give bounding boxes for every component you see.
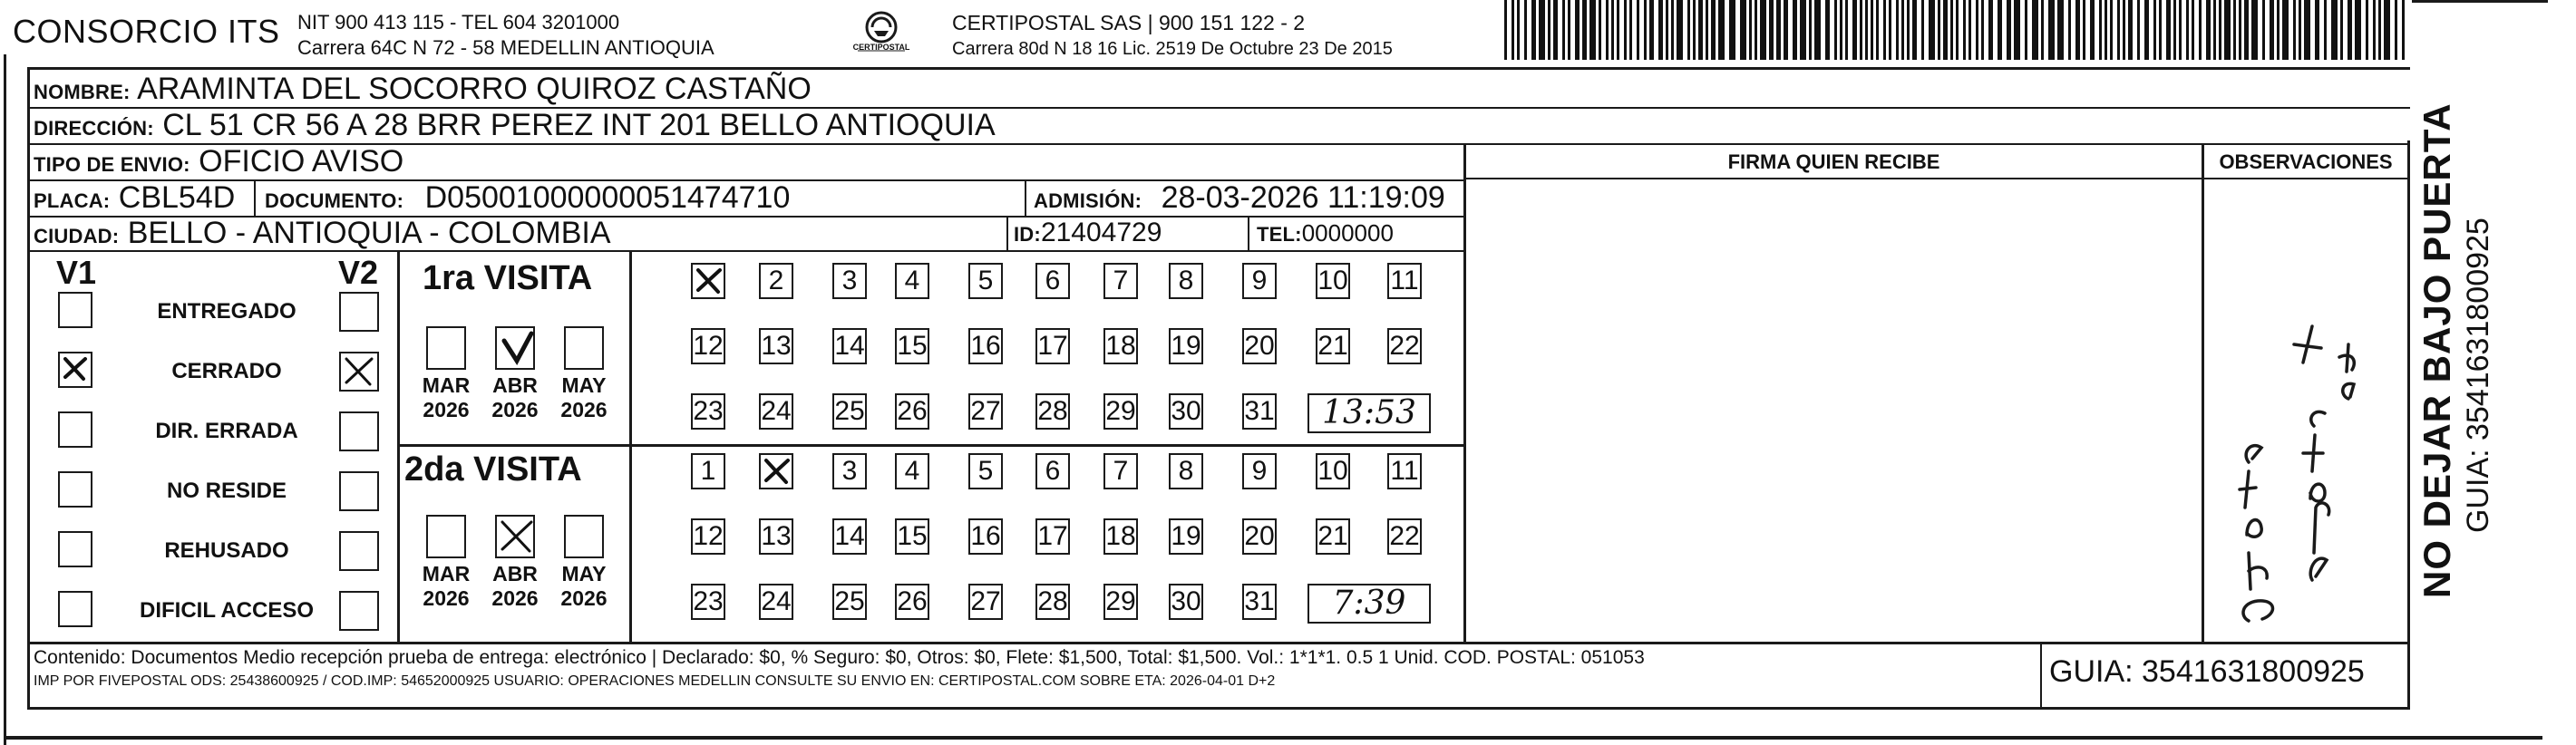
day-box[interactable]: 26 <box>895 584 929 620</box>
nombre-row <box>34 71 812 111</box>
barcode-bar <box>1956 0 1959 60</box>
status-label: REHUSADO <box>164 538 289 563</box>
barcode-bar <box>1687 0 1690 60</box>
v1-header: V1 <box>56 254 97 291</box>
day-box[interactable]: 21 <box>1316 328 1350 364</box>
barcode-bar <box>1644 0 1647 60</box>
barcode-bar <box>1677 0 1683 60</box>
month-label: MAR <box>422 562 471 585</box>
barcode-bar <box>1637 0 1639 60</box>
barcode-bar <box>2099 0 2102 60</box>
v1-checkbox[interactable] <box>58 292 92 328</box>
company-name: CONSORCIO ITS <box>13 13 280 50</box>
day-box[interactable]: 28 <box>1035 393 1070 430</box>
day-box[interactable]: 20 <box>1242 518 1277 555</box>
company-address: Carrera 64C N 72 - 58 MEDELLIN ANTIOQUIA <box>297 36 714 59</box>
day-box[interactable]: 22 <box>1387 328 1422 364</box>
day-box[interactable]: 8 <box>1169 453 1203 489</box>
barcode-bar <box>1889 0 1891 60</box>
day-box[interactable]: 5 <box>968 453 1003 489</box>
barcode-bar <box>1845 0 1848 60</box>
documento-label: DOCUMENTO: <box>265 189 404 212</box>
day-box[interactable]: 2 <box>759 263 793 299</box>
day-box[interactable]: 3 <box>832 263 867 299</box>
day-box[interactable]: 20 <box>1242 328 1277 364</box>
barcode-bar <box>2007 0 2011 60</box>
outer-left-edge <box>4 54 6 745</box>
day-box[interactable]: 29 <box>1103 584 1138 620</box>
barcode-bar <box>2159 0 2162 60</box>
barcode-bar <box>2293 0 2296 60</box>
month-label: ABR <box>492 562 538 585</box>
barcode-bar <box>1658 0 1663 60</box>
barcode-bar <box>1553 0 1558 60</box>
month-label: MAY <box>561 562 607 585</box>
barcode-bar <box>1943 0 1948 60</box>
frame-bottom <box>27 707 2410 710</box>
barcode-bar <box>1517 0 1520 60</box>
company-nit: NIT 900 413 115 - TEL 604 3201000 <box>297 11 620 34</box>
year-label: 2026 <box>423 586 470 610</box>
day-box[interactable]: 19 <box>1169 328 1203 364</box>
barcode-bar <box>2105 0 2107 60</box>
day-box[interactable]: 7 <box>1103 263 1138 299</box>
barcode-bar <box>1901 0 1904 60</box>
time-box: 13:53 <box>1307 393 1431 433</box>
barcode-bar <box>1825 0 1830 60</box>
barcode-bar <box>1740 0 1746 60</box>
status-label: NO RESIDE <box>166 479 287 503</box>
v2-checkbox[interactable] <box>339 352 379 392</box>
sep-id <box>1006 216 1008 250</box>
barcode-bar <box>1963 0 1966 60</box>
day-box[interactable]: 29 <box>1103 393 1138 430</box>
day-box[interactable]: 12 <box>691 518 725 555</box>
barcode-bar <box>2032 0 2038 60</box>
barcode-bar <box>1876 0 1879 60</box>
sep-observ <box>2202 143 2204 642</box>
barcode-bar <box>2153 0 2156 60</box>
year-label: 2026 <box>491 586 539 610</box>
day-box[interactable]: 3 <box>832 453 867 489</box>
barcode-bar <box>1871 0 1873 60</box>
placa-row <box>34 179 235 219</box>
barcode-bar <box>1718 0 1725 60</box>
sep-firma <box>1463 143 1466 642</box>
x-mark-icon <box>693 265 725 297</box>
status-label: CERRADO <box>171 359 282 383</box>
barcode-bar <box>1575 0 1580 60</box>
barcode-bar <box>2144 0 2149 60</box>
barcode-bar <box>2366 0 2368 60</box>
barcode-bar <box>2041 0 2044 60</box>
barcode-bar <box>1504 0 1507 60</box>
day-box[interactable]: 10 <box>1316 453 1350 489</box>
id-row <box>1014 215 1162 253</box>
status-label: DIR. ERRADA <box>155 419 298 443</box>
barcode <box>1501 0 2407 60</box>
barcode-bar <box>2384 0 2390 60</box>
barcode-bar <box>1896 0 1899 60</box>
barcode-bar <box>1793 0 1797 60</box>
day-box[interactable]: 15 <box>895 518 929 555</box>
v2-checkbox[interactable] <box>339 292 379 332</box>
barcode-bar <box>1865 0 1868 60</box>
barcode-bar <box>2090 0 2095 60</box>
logo-caption: CERTIPOSTAL <box>852 43 910 52</box>
barcode-bar <box>1784 0 1788 60</box>
day-box[interactable]: 18 <box>1103 518 1138 555</box>
barcode-bar <box>1698 0 1703 60</box>
barcode-bar <box>1883 0 1886 60</box>
direccion-label: DIRECCIÓN: <box>34 117 154 140</box>
day-box[interactable]: 11 <box>1387 453 1422 489</box>
id-label: ID: <box>1014 223 1041 246</box>
x-mark-icon <box>341 353 377 390</box>
barcode-bar <box>2282 0 2289 60</box>
barcode-bar <box>1814 0 1821 60</box>
day-box[interactable]: 14 <box>832 328 867 364</box>
x-mark-icon <box>60 353 91 384</box>
sep-admision <box>1025 179 1026 216</box>
day-box[interactable]: 10 <box>1316 263 1350 299</box>
documento-row <box>265 179 790 219</box>
v1-checkbox[interactable] <box>58 352 92 388</box>
day-box[interactable]: 7 <box>1103 453 1138 489</box>
id-value: 21404729 <box>1040 218 1162 247</box>
day-box[interactable]: 31 <box>1242 584 1277 620</box>
barcode-bar <box>1760 0 1766 60</box>
barcode-bar <box>2224 0 2231 60</box>
barcode-bar <box>2270 0 2274 60</box>
barcode-bar <box>2186 0 2189 60</box>
barcode-bar <box>1617 0 1619 60</box>
nombre-value: ARAMINTA DEL SOCORRO QUIROZ CASTAÑO <box>137 72 812 106</box>
sep-month-days <box>629 250 632 642</box>
month-label: MAR <box>422 373 471 397</box>
barcode-bar <box>1649 0 1654 60</box>
year-label: 2026 <box>560 586 608 610</box>
barcode-bar <box>2206 0 2211 60</box>
x-mark-icon <box>497 517 537 556</box>
month-checkbox[interactable] <box>495 326 535 370</box>
direccion-value: CL 51 CR 56 A 28 BRR PEREZ INT 201 BELLO ANTIOQUIA <box>162 108 996 142</box>
barcode-bar <box>2378 0 2381 60</box>
barcode-bar <box>1606 0 1609 60</box>
v2-checkbox[interactable] <box>339 591 379 631</box>
barcode-bar <box>2373 0 2376 60</box>
barcode-bar <box>1729 0 1735 60</box>
frame-top <box>27 67 2410 70</box>
month-label: ABR <box>492 373 538 397</box>
barcode-bar <box>1624 0 1627 60</box>
year-label: 2026 <box>491 398 539 421</box>
barcode-bar <box>2262 0 2265 60</box>
day-box[interactable]: 17 <box>1035 518 1070 555</box>
direccion-row <box>34 107 996 147</box>
barcode-bar <box>1599 0 1601 60</box>
barcode-bar <box>1929 0 1935 60</box>
placa-value: CBL54D <box>118 180 236 215</box>
sep-footer-guia <box>2040 642 2042 709</box>
v1-checkbox[interactable] <box>58 591 92 627</box>
certipostal-nit: CERTIPOSTAL SAS | 900 151 122 - 2 <box>952 11 1306 34</box>
documento-value: D05001000000051474710 <box>424 180 791 215</box>
x-mark-icon <box>761 455 793 488</box>
barcode-bar <box>2244 0 2249 60</box>
barcode-bar <box>1755 0 1757 60</box>
admision-label: ADMISIÓN: <box>1034 189 1142 212</box>
barcode-bar <box>2355 0 2361 60</box>
day-box[interactable]: 16 <box>968 328 1003 364</box>
barcode-bar <box>1589 0 1596 60</box>
barcode-bar <box>1666 0 1668 60</box>
footer-content: Contenido: Documentos Medio recepción prueba de entrega: electrónico | Declarado: $0, % Seguro: $0, Otros: $0, Flete: $1,500, Total: $1,500. Vol.: 1*1*1. 0.5 1 Unid. COD. POSTAL: 051053 <box>34 647 1645 668</box>
day-box[interactable]: 27 <box>968 393 1003 430</box>
barcode-bar <box>1968 0 1971 60</box>
barcode-bar <box>1582 0 1587 60</box>
barcode-bar <box>1568 0 1570 60</box>
side-guia: GUIA: 3541631800925 <box>2461 218 2495 533</box>
day-box[interactable]: 22 <box>1387 518 1422 555</box>
barcode-bar <box>1976 0 1978 60</box>
day-box[interactable]: 15 <box>895 328 929 364</box>
ciudad-row <box>34 215 611 255</box>
barcode-bar <box>2137 0 2140 60</box>
barcode-bar <box>2192 0 2194 60</box>
barcode-bar <box>1749 0 1752 60</box>
barcode-bar <box>2304 0 2310 60</box>
month-checkbox[interactable] <box>564 515 604 558</box>
barcode-bar <box>1834 0 1837 60</box>
barcode-bar <box>1531 0 1536 60</box>
day-box[interactable]: 23 <box>691 584 725 620</box>
barcode-bar <box>2199 0 2202 60</box>
barcode-bar <box>1512 0 1514 60</box>
nombre-label: NOMBRE: <box>34 81 131 103</box>
barcode-bar <box>2057 0 2064 60</box>
barcode-bar <box>1950 0 1953 60</box>
day-box[interactable] <box>691 263 725 299</box>
barcode-bar <box>2025 0 2027 60</box>
first-visit-title: 1ra VISITA <box>423 259 593 297</box>
day-box[interactable]: 24 <box>759 584 793 620</box>
tel-label: TEL: <box>1257 223 1302 246</box>
tipo-label: TIPO DE ENVIO: <box>34 153 190 176</box>
ciudad-label: CIUDAD: <box>34 225 120 247</box>
barcode-bar <box>2166 0 2171 60</box>
v1-checkbox[interactable] <box>58 471 92 508</box>
admision-row <box>1034 179 1445 219</box>
barcode-bar <box>2324 0 2327 60</box>
status-label: DIFICIL ACCESO <box>139 598 314 623</box>
sep-visits <box>397 444 1464 447</box>
month-checkbox[interactable] <box>426 515 466 558</box>
v1-checkbox[interactable] <box>58 411 92 448</box>
barcode-bar <box>2213 0 2216 60</box>
barcode-bar <box>2348 0 2352 60</box>
barcode-bar <box>1548 0 1550 60</box>
barcode-bar <box>1769 0 1774 60</box>
barcode-bar <box>1671 0 1674 60</box>
barcode-bar <box>1611 0 1614 60</box>
barcode-bar <box>2340 0 2343 60</box>
barcode-bar <box>1776 0 1781 60</box>
barcode-bar <box>2014 0 2020 60</box>
tel-value: 0000000 <box>1301 219 1394 247</box>
barcode-bar <box>1524 0 1527 60</box>
footer-imp: IMP POR FIVEPOSTAL ODS: 25438600925 / COD.IMP: 54652000925 USUARIO: OPERACIONES MEDELLIN CONSULTE SU ENVIO EN: CERTIPOSTAL.COM SOBRE ETA: 2026-04-01 D+2 <box>34 673 1276 689</box>
tel-row <box>1257 215 1394 253</box>
sep-tel <box>1248 216 1249 250</box>
day-box[interactable]: 6 <box>1035 263 1070 299</box>
day-box[interactable]: 25 <box>832 393 867 430</box>
admision-value: 28-03-2026 11:19:09 <box>1161 180 1445 215</box>
barcode-bar <box>2123 0 2125 60</box>
day-box[interactable]: 16 <box>968 518 1003 555</box>
frame-right <box>2407 140 2410 709</box>
day-box[interactable]: 13 <box>759 328 793 364</box>
day-box[interactable]: 27 <box>968 584 1003 620</box>
day-box[interactable]: 8 <box>1169 263 1203 299</box>
v2-checkbox[interactable] <box>339 471 379 511</box>
barcode-bar <box>2219 0 2221 60</box>
barcode-bar <box>1629 0 1632 60</box>
barcode-bar <box>2173 0 2176 60</box>
day-box[interactable]: 9 <box>1242 453 1277 489</box>
year-label: 2026 <box>423 398 470 421</box>
year-label: 2026 <box>560 398 608 421</box>
footer-line <box>27 642 2410 644</box>
day-box[interactable]: 23 <box>691 393 725 430</box>
day-box[interactable]: 6 <box>1035 453 1070 489</box>
observaciones-header: OBSERVACIONES <box>2219 150 2393 173</box>
day-box[interactable]: 30 <box>1169 584 1203 620</box>
barcode-bar <box>2331 0 2338 60</box>
barcode-bar <box>1852 0 1857 60</box>
firma-header: FIRMA QUIEN RECIBE <box>1727 150 1940 173</box>
day-box[interactable]: 17 <box>1035 328 1070 364</box>
day-box[interactable]: 25 <box>832 584 867 620</box>
footer-guia: GUIA: 3541631800925 <box>2049 654 2365 689</box>
month-checkbox[interactable] <box>564 326 604 370</box>
barcode-bar <box>2117 0 2120 60</box>
barcode-bar <box>1938 0 1940 60</box>
barcode-bar <box>1539 0 1545 60</box>
certipostal-logo-icon <box>852 9 910 60</box>
barcode-bar <box>2048 0 2055 60</box>
day-box[interactable]: 26 <box>895 393 929 430</box>
barcode-bar <box>2110 0 2113 60</box>
tipo-row <box>34 143 403 183</box>
day-box[interactable]: 28 <box>1035 584 1070 620</box>
observation-handwriting <box>2212 299 2394 625</box>
barcode-bar <box>1711 0 1716 60</box>
day-box[interactable]: 30 <box>1169 393 1203 430</box>
day-box[interactable]: 19 <box>1169 518 1203 555</box>
barcode-bar <box>1921 0 1924 60</box>
v2-checkbox[interactable] <box>339 411 379 451</box>
day-box[interactable]: 5 <box>968 263 1003 299</box>
barcode-bar <box>2277 0 2280 60</box>
barcode-bar <box>2315 0 2319 60</box>
barcode-bar <box>1706 0 1708 60</box>
month-checkbox[interactable] <box>495 515 535 558</box>
month-label: MAY <box>561 373 607 397</box>
v2-header: V2 <box>338 254 379 291</box>
barcode-bar <box>2068 0 2071 60</box>
barcode-bar <box>2075 0 2080 60</box>
certipostal-address: Carrera 80d N 18 16 Lic. 2519 De Octubre 23 De 2015 <box>952 39 1393 59</box>
day-box[interactable]: 4 <box>895 453 929 489</box>
barcode-bar <box>2083 0 2085 60</box>
v2-checkbox[interactable] <box>339 531 379 571</box>
sep-firma-header <box>1463 178 2409 179</box>
barcode-bar <box>1998 0 2002 60</box>
v1-checkbox[interactable] <box>58 531 92 567</box>
month-checkbox[interactable] <box>426 326 466 370</box>
barcode-bar <box>2402 0 2405 60</box>
day-box[interactable]: 11 <box>1387 263 1422 299</box>
placa-label: PLACA: <box>34 189 111 212</box>
outer-bottom-edge <box>4 736 2542 740</box>
second-visit-title: 2da VISITA <box>404 450 582 489</box>
day-box[interactable]: 21 <box>1316 518 1350 555</box>
barcode-bar <box>2179 0 2182 60</box>
day-box[interactable] <box>759 453 793 489</box>
barcode-bar <box>1988 0 1993 60</box>
day-box[interactable]: 4 <box>895 263 929 299</box>
side-notice: NO DEJAR BAJO PUERTA <box>2416 102 2458 598</box>
check-mark-icon <box>497 328 537 368</box>
day-box[interactable]: 9 <box>1242 263 1277 299</box>
barcode-bar <box>1907 0 1910 60</box>
barcode-bar <box>1809 0 1812 60</box>
tipo-value: OFICIO AVISO <box>199 144 404 179</box>
barcode-bar <box>1693 0 1696 60</box>
barcode-bar <box>2251 0 2258 60</box>
day-box[interactable]: 31 <box>1242 393 1277 430</box>
barcode-bar <box>2239 0 2241 60</box>
barcode-bar <box>1860 0 1862 60</box>
ciudad-value: BELLO - ANTIOQUIA - COLOMBIA <box>127 216 611 250</box>
barcode-bar <box>1562 0 1565 60</box>
frame-left <box>27 67 30 709</box>
day-box[interactable]: 14 <box>832 518 867 555</box>
barcode-bar <box>2128 0 2133 60</box>
day-box[interactable]: 24 <box>759 393 793 430</box>
day-box[interactable]: 18 <box>1103 328 1138 364</box>
barcode-bar <box>1981 0 1984 60</box>
barcode-bar <box>2395 0 2397 60</box>
barcode-bar <box>1840 0 1842 60</box>
time-box: 7:39 <box>1307 584 1431 624</box>
barcode-bar <box>1800 0 1806 60</box>
day-box[interactable]: 13 <box>759 518 793 555</box>
day-box[interactable]: 12 <box>691 328 725 364</box>
sep-placa <box>254 179 256 216</box>
barcode-bar <box>2299 0 2301 60</box>
day-box[interactable]: 1 <box>691 453 725 489</box>
barcode-bar <box>1912 0 1917 60</box>
header-dash <box>2412 0 2548 3</box>
status-label: ENTREGADO <box>157 299 296 324</box>
barcode-bar <box>2233 0 2236 60</box>
